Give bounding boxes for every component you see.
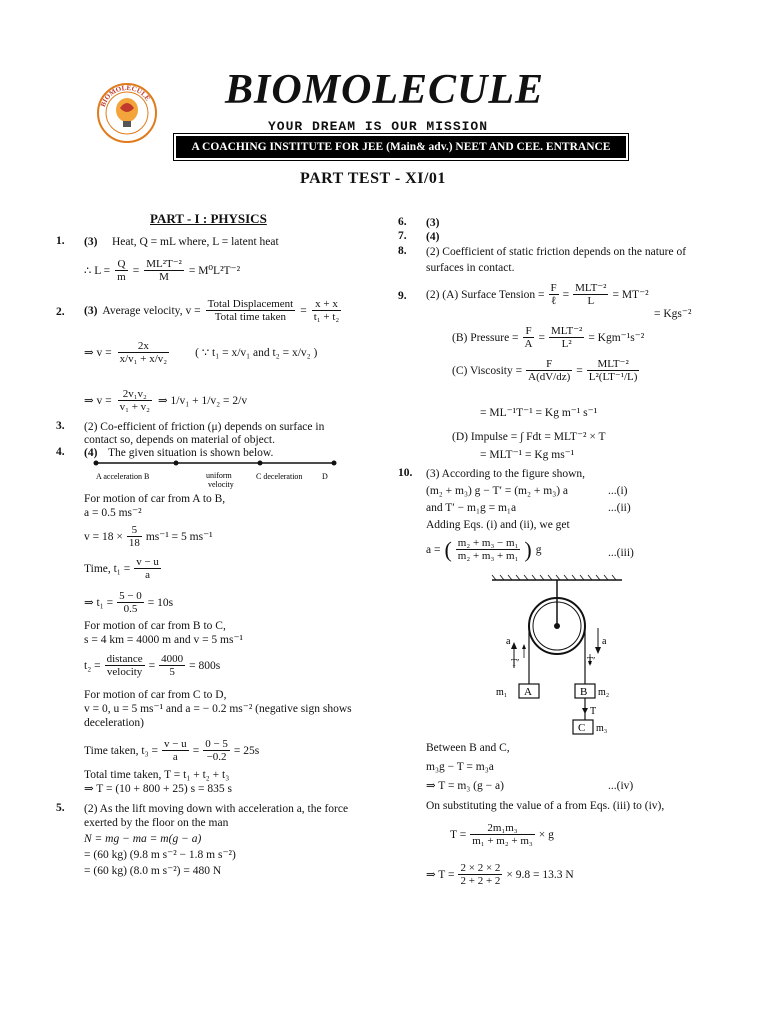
q10-l3-tag: ...(ii) — [608, 502, 631, 514]
q8-l1: (2) Coefficient of static friction depends on the nature of — [426, 246, 687, 258]
q5-l4: = (60 kg) (9.8 m s⁻² − 1.8 m s⁻²) — [84, 849, 236, 861]
q10-l2: (m₂ + m₃) g − T′ = (m₂ + m₃) a — [426, 485, 569, 497]
q3-line2: contact so, depends on material of object. — [84, 434, 275, 446]
label-a-b: A acceleration B — [96, 472, 150, 481]
q4-l7: s = 4 km = 4000 m and v = 5 ms⁻¹ — [84, 634, 243, 646]
page-title: PART TEST - XI/01 — [300, 170, 446, 187]
q1-answer: (3) — [84, 236, 98, 248]
institute-banner: A COACHING INSTITUTE FOR JEE (Main& adv.) NEET AND CEE. ENTRANCE — [176, 136, 626, 158]
section-title: PART - I : PHYSICS — [150, 211, 267, 226]
q4-l13: Total time taken, T = t₁ + t₂ + t₃ — [84, 769, 230, 781]
q4-answer: (4) — [84, 447, 98, 459]
q9-c: (C) Viscosity = $\frac{F}{A(dV/dz)}$ = $\frac{\text{MLT⁻²}}{\text{L²(LT⁻¹/L)}}$ — [452, 358, 638, 383]
q3-line1: (2) Co-efficient of friction (μ) depends on surface in — [84, 421, 325, 433]
q10-l11: ⇒ T = $\frac{2 \times 2 \times 2}{2 + 2 + 2}$ × 9.8 = 13.3 N — [426, 862, 574, 887]
q5-l5: = (60 kg) (8.0 m s⁻²) = 480 N — [84, 865, 222, 877]
q9-b: (B) Pressure = $\frac{F}{A}$ = $\frac{\text{MLT⁻²}}{\text{L²}}$ = Kgm⁻¹s⁻² — [452, 325, 645, 350]
q10-l9: On substituting the value of a from Eqs. (iii) to (iv), — [426, 800, 665, 812]
institute-logo — [96, 82, 158, 144]
road-diagram — [84, 458, 344, 495]
q5-l2: exerted by the floor on the man — [84, 817, 229, 829]
q10-l5: a = ( $\frac{\text{m₂ + m₃ − m₁}}{\text{m₂ + m₃ + m₁}}$ ) g — [426, 536, 542, 562]
fig-block-c: C — [578, 722, 586, 734]
q4-l5: ⇒ t₁ = $\frac{5 - 0}{0.5}$ = 10s — [84, 590, 174, 615]
q4-l8: t₂ = $\frac{\text{distance}}{\text{velocity}}$ = $\frac{4000}{5}$ = 800s — [84, 653, 221, 678]
q1-frac2: $\frac{\text{ML²T⁻²}}{M}$ — [146, 258, 182, 283]
fig-a-left: a — [506, 636, 511, 647]
q5-l1: (2) As the lift moving down with acceleration a, the force — [84, 803, 349, 815]
q5-l3: N = mg − ma = m(g − a) — [84, 833, 202, 845]
fig-t-label: T — [590, 706, 597, 717]
q10-l4: Adding Eqs. (i) and (ii), we get — [426, 519, 570, 531]
logo-text: BIOMOLECULE — [98, 83, 152, 108]
q4-l14: ⇒ T = (10 + 800 + 25) s = 835 s — [84, 783, 232, 795]
fig-m2: m₂ — [598, 687, 610, 698]
brand-title: BIOMOLECULE — [225, 67, 545, 113]
q4-l1: For motion of car from A to B, — [84, 493, 226, 505]
q10-l1: (3) According to the figure shown, — [426, 468, 586, 480]
q10-number: 10. — [398, 467, 413, 479]
q8-l2: surfaces in contact. — [426, 262, 515, 274]
fig-m3: m₃ — [596, 723, 608, 734]
q10-l5-tag: ...(iii) — [608, 547, 634, 559]
q10-l8: ⇒ T = m₃ (g − a) — [426, 780, 504, 792]
q9-d1: (D) Impulse = ∫ Fdt = MLT⁻² × T — [452, 431, 606, 443]
q4-text: The given situation is shown below. — [108, 447, 274, 459]
q8-number: 8. — [398, 245, 407, 257]
q2-number: 2. — [56, 306, 65, 318]
q9-a-result2: = Kgs⁻² — [654, 308, 692, 320]
label-velocity: velocity — [208, 480, 234, 489]
q4-l10: v = 0, u = 5 ms⁻¹ and a = − 0.2 ms⁻² (negative sign shows — [84, 703, 352, 715]
q6-answer: (3) — [426, 217, 440, 229]
label-c: C deceleration — [256, 472, 303, 481]
fig-t-left: T′ — [511, 658, 520, 669]
q7-answer: (4) — [426, 231, 440, 243]
q9-d2: = MLT⁻¹ = Kg ms⁻¹ — [480, 449, 575, 461]
q4-l6: For motion of car from B to C, — [84, 620, 226, 632]
pulley-figure — [484, 574, 634, 743]
q4-l3: v = 18 × $\frac{5}{18}$ ms⁻¹ = 5 ms⁻¹ — [84, 524, 213, 549]
q1-frac1: $\frac{Q}{m}$ — [117, 258, 126, 283]
q9-a: (2) (A) Surface Tension = $\frac{F}{\text{ℓ}}$ = $\frac{\text{MLT⁻²}}{L}$ = MT⁻² — [426, 282, 649, 307]
tagline: YOUR DREAM IS OUR MISSION — [268, 119, 489, 134]
label-d: D — [322, 472, 328, 481]
q5-number: 5. — [56, 802, 65, 814]
q1-therefore: ∴ L = — [84, 264, 111, 277]
q4-l11: deceleration) — [84, 717, 145, 729]
q4-l2: a = 0.5 ms⁻² — [84, 507, 142, 519]
q3-number: 3. — [56, 420, 65, 432]
q4-l9: For motion of car from C to D, — [84, 689, 227, 701]
q10-l7: m₃g − T = m₃a — [426, 761, 494, 773]
q10-l8-tag: ...(iv) — [608, 780, 634, 792]
q1-text: Heat, Q = mL where, L = latent heat — [112, 236, 279, 248]
q10-l10: T = $\frac{\text{2m₁m₃}}{\text{m₁ + m₂ + m₃}}$ × g — [450, 822, 554, 847]
q4-l12: Time taken, t₃ = $\frac{v - u}{a}$ = $\frac{0 - 5}{-0.2}$ = 25s — [84, 738, 260, 763]
fig-block-a: A — [524, 686, 532, 698]
q10-l2-tag: ...(i) — [608, 485, 628, 497]
fig-m1: m₁ — [496, 687, 508, 698]
q6-number: 6. — [398, 216, 407, 228]
label-uniform: uniform — [206, 471, 232, 480]
q7-number: 7. — [398, 230, 407, 242]
q2-line1: (3) Average velocity, v = $\frac{\text{Total Displacement}}{\text{Total time taken}}$ = $\frac{x + x}{\text{t₁ + t₂}}$ — [84, 298, 340, 323]
q10-l6: Between B and C, — [426, 742, 510, 754]
q9-c-result: = ML⁻¹T⁻¹ = Kg m⁻¹ s⁻¹ — [480, 407, 598, 419]
fig-block-b: B — [580, 686, 588, 698]
q4-l4: Time, t₁ = $\frac{v - u}{a}$ — [84, 556, 159, 581]
q4-number: 4. — [56, 446, 65, 458]
q2-line3: ⇒ v = $\frac{\text{2v₁v₂}}{\text{v₁ + v₂}}$ ⇒ 1/v₁ + 1/v₂ = 2/v — [84, 388, 248, 413]
q1-number: 1. — [56, 235, 65, 247]
fig-t-right: T′ — [587, 656, 596, 667]
q9-number: 9. — [398, 290, 407, 302]
fig-a-right: a — [602, 636, 607, 647]
q2-line2: ⇒ v = $\frac{2x}{\text{x/v₁ + x/v₂}}$ ( ∵ t₁ = x/v₁ and t₂ = x/v₂ ) — [84, 340, 318, 365]
q1-formula: ∴ L = $\frac{Q}{m}$ = $\frac{\text{ML²T⁻²}}{M}$ = M⁰L²T⁻² — [84, 258, 241, 283]
q10-l3: and T′ − m₁g = m₁a — [426, 502, 517, 514]
